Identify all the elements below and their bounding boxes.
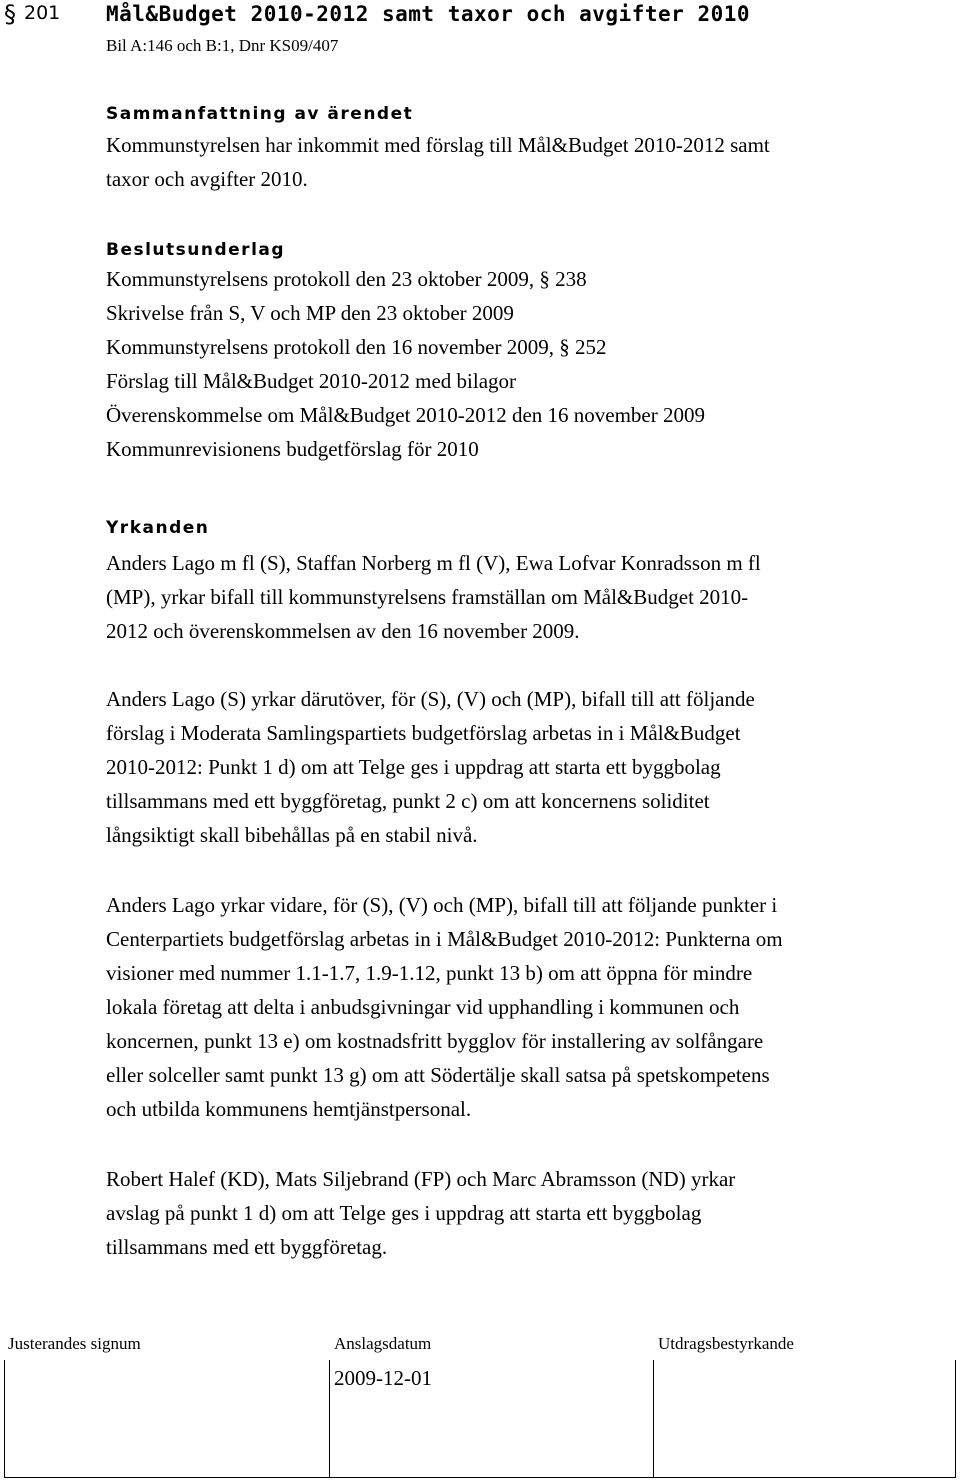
paragraph-line: Centerpartiets budgetförslag arbetas in i Mål&Budget 2010-2012: Punkterna om	[106, 927, 783, 951]
summary-heading: Sammanfattning av ärendet	[106, 104, 414, 124]
paragraph-line: Anders Lago (S) yrkar därutöver, för (S), (V) och (MP), bifall till att följande	[106, 687, 755, 711]
summary-line: taxor och avgifter 2010.	[106, 167, 308, 191]
paragraph-line: och utbilda kommunens hemtjänstpersonal.	[106, 1097, 472, 1121]
paragraph-line: visioner med nummer 1.1-1.7, 1.9-1.12, punkt 13 b) om att öppna för mindre	[106, 961, 753, 985]
motion-paragraph	[106, 546, 761, 648]
page-title: Mål&Budget 2010-2012 samt taxor och avgifter 2010	[106, 2, 751, 26]
motion-paragraph	[106, 682, 755, 852]
date-label: Anslagsdatum	[334, 1334, 432, 1353]
paragraph-line: förslag i Moderata Samlingspartiets budgetförslag arbetas in i Mål&Budget	[106, 721, 741, 745]
footer-bottom-border	[4, 1477, 956, 1478]
basis-heading: Beslutsunderlag	[106, 240, 286, 260]
basis-item: Kommunstyrelsens protokoll den 16 november 2009, § 252	[106, 335, 607, 359]
motion-paragraph	[106, 1162, 735, 1264]
paragraph-line: eller solceller samt punkt 13 g) om att Södertälje skall satsa på spetskompetens	[106, 1063, 770, 1087]
paragraph-line: (MP), yrkar bifall till kommunstyrelsens framställan om Mål&Budget 2010-	[106, 585, 749, 609]
certified-label: Utdragsbestyrkande	[658, 1334, 794, 1353]
paragraph-line: 2012 och överenskommelsen av den 16 november 2009.	[106, 619, 580, 643]
signum-label: Justerandes signum	[8, 1334, 141, 1353]
basis-item: Överenskommelse om Mål&Budget 2010-2012 den 16 november 2009	[106, 403, 705, 427]
paragraph-line: Anders Lago m fl (S), Staffan Norberg m fl (V), Ewa Lofvar Konradsson m fl	[106, 551, 761, 575]
paragraph-line: lokala företag att delta i anbudsgivningar vid upphandling i kommunen och	[106, 995, 740, 1019]
paragraph-line: långsiktigt skall bibehållas på en stabil nivå.	[106, 823, 478, 847]
basis-item: Skrivelse från S, V och MP den 23 oktober 2009	[106, 301, 514, 325]
paragraph-line: koncernen, punkt 13 e) om kostnadsfritt bygglov för installering av solfångare	[106, 1029, 764, 1053]
summary-line: Kommunstyrelsen har inkommit med förslag till Mål&Budget 2010-2012 samt	[106, 133, 770, 157]
paragraph-line: Anders Lago yrkar vidare, för (S), (V) och (MP), bifall till att följande punkter i	[106, 893, 778, 917]
paragraph-line: avslag på punkt 1 d) om att Telge ges i uppdrag att starta ett byggbolag	[106, 1201, 702, 1225]
summary-text	[106, 128, 770, 196]
section-symbol: §	[4, 0, 16, 28]
paragraph-line: 2010-2012: Punkt 1 d) om att Telge ges i uppdrag att starta ett byggbolag	[106, 755, 721, 779]
motions-heading: Yrkanden	[106, 518, 210, 538]
basis-item: Kommunrevisionens budgetförslag för 2010	[106, 437, 479, 461]
reference-line: Bil A:146 och B:1, Dnr KS09/407	[106, 36, 339, 55]
section-number: 201	[24, 2, 61, 24]
paragraph-line: tillsammans med ett byggföretag, punkt 2 c) om att koncernens soliditet	[106, 789, 710, 813]
date-value: 2009-12-01	[334, 1366, 432, 1390]
footer-left-border	[4, 1360, 5, 1478]
motion-paragraph	[106, 888, 783, 1126]
footer-right-border	[955, 1360, 956, 1478]
paragraph-line: Robert Halef (KD), Mats Siljebrand (FP) och Marc Abramsson (ND) yrkar	[106, 1167, 736, 1191]
basis-item: Förslag till Mål&Budget 2010-2012 med bilagor	[106, 369, 517, 393]
paragraph-line: tillsammans med ett byggföretag.	[106, 1235, 388, 1259]
footer-divider-1	[329, 1360, 330, 1478]
footer-divider-2	[653, 1360, 654, 1478]
basis-list	[106, 262, 705, 466]
basis-item: Kommunstyrelsens protokoll den 23 oktober 2009, § 238	[106, 267, 587, 291]
